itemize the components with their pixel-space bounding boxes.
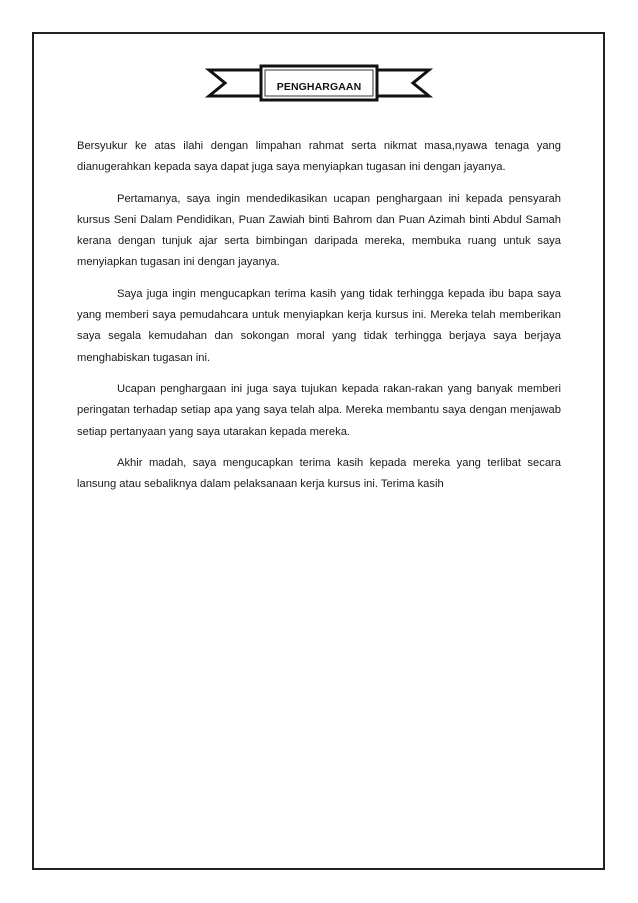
- page-title: PENGHARGAAN: [276, 81, 362, 93]
- paragraph-4: Ucapan penghargaan ini juga saya tujukan kepada rakan-rakan yang banyak memberi peringatan terhadap setiap apa yang saya telah alpa. Mereka membantu saya dengan menjawab setiap pertanyaan yang saya utarakan kepada mereka.: [77, 382, 561, 438]
- paragraph-5: Akhir madah, saya mengucapkan terima kasih kepada mereka yang terlibat secara lansung atau sebaliknya dalam pelaksanaan kerja kursus ini. Terima kasih: [77, 456, 561, 491]
- paragraph-3: Saya juga ingin mengucapkan terima kasih yang tidak terhingga kepada ibu bapa saya yang memberi saya pemudahcara untuk menyiapkan kerja kursus ini. Mereka telah memberikan saya segala kemudahan dan sokongan moral yang tidak terhingga berjaya saya berjaya menghabiskan tugasan ini.: [77, 287, 561, 364]
- body-text: [77, 136, 561, 505]
- paragraph-2: Pertamanya, saya ingin mendedikasikan ucapan penghargaan ini kepada pensyarah kursus Seni Dalam Pendidikan, Puan Zawiah binti Bahrom dan Puan Azimah binti Abdul Samah kerana dengan tunjuk ajar serta bimbingan daripada mereka, membuka ruang untuk saya menyiapkan tugasan ini dengan jayanya.: [77, 192, 561, 269]
- title-banner: [205, 60, 433, 106]
- paragraph-1: Bersyukur ke atas ilahi dengan limpahan rahmat serta nikmat masa,nyawa tenaga yang dianugerahkan kepada saya dapat juga saya menyiapkan tugasan ini dengan jayanya.: [77, 140, 561, 174]
